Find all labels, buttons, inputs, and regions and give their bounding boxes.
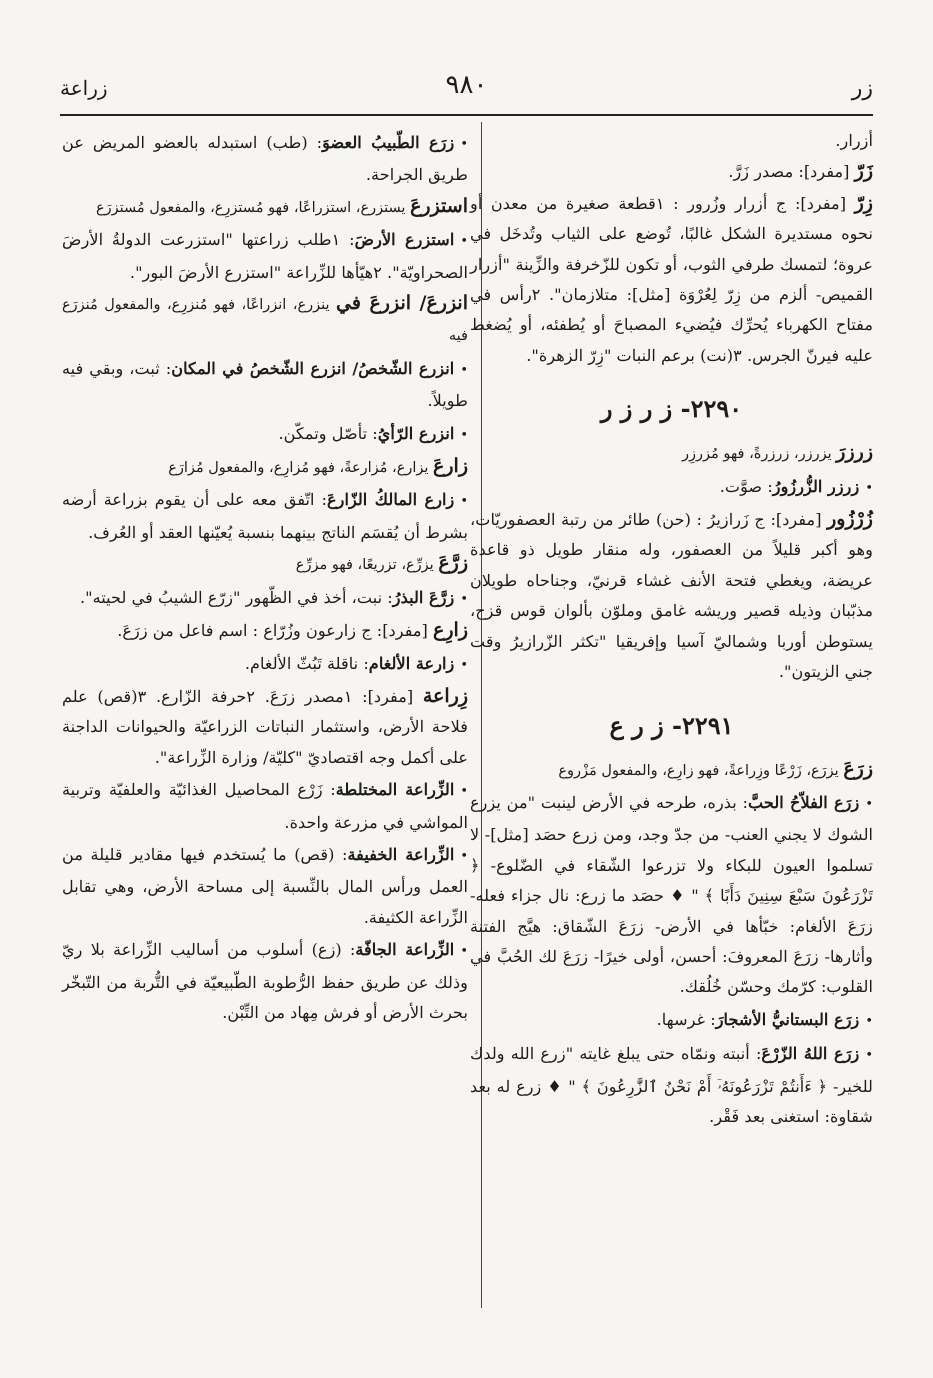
sense-item <box>470 788 873 1003</box>
entry-headword: زرَّعَ <box>438 552 468 575</box>
header-guide-word-right: زر <box>851 76 873 101</box>
page-number: ٩٨٠ <box>445 70 488 100</box>
page-header <box>60 66 873 112</box>
bullet-icon: • <box>460 427 468 443</box>
sense-item <box>470 1039 873 1132</box>
bullet-icon: • <box>865 1013 873 1029</box>
sense-term: زرَّعَ البذرُ <box>392 587 455 607</box>
sense-definition: : غرسها. <box>656 1009 716 1029</box>
dictionary-entry <box>62 191 468 223</box>
sense-term: انزرع الشّخصُ/ انزرع الشّخصُ في المكان <box>171 358 455 378</box>
entry-headword: زارعَ <box>433 455 468 478</box>
bullet-icon: • <box>865 796 873 812</box>
bullet-icon: • <box>460 234 468 250</box>
bullet-icon: • <box>865 480 873 496</box>
entry-definition: [مفرد]: ج زارعون وزُرّاع : اسم فاعل من زرَعَ. <box>117 621 434 641</box>
entry-definition: [مفرد]: ١مصدر زرَعَ. ٢حرفة الزّارع. ٣(قص) علم فلاحة الأرض، واستثمار النباتات الزراعيّة والحيوانات الداجنة على أكمل وجه اقتصاديّ "كليّة/ وزارة الزِّراعة". <box>62 686 468 767</box>
root-heading: ٢٢٩٠- ز ر ز ر <box>600 394 743 424</box>
sense-definition: : اتّفق معه على أن يقوم بزراعة أرضه بشرط أن يُقسَم الناتج بينهما بنسبة يُعيّنها العقد أو العُرف. <box>62 490 468 542</box>
entry-headword: زُرْزُور <box>827 508 873 531</box>
entry-definition: [مفرد]: ج زَرازيرُ : (حن) طائر من رتبة العصفوريّات، وهو أكبر قليلاً من العصفور، وله منقار طويل ذو قاعدة عريضة، ويغطي فتحة الأنف غشاء قرنيّ، وجناحاه طويلان مذبّبان وذيله قصير وريشه غامق وملوّن بألوان قوس قزح، يستوطن أوربا وشماليّ آسيا وإفريقيا "تكثر الزّرازيرُ وقت جني الزيتون". <box>470 510 873 682</box>
dictionary-entry <box>62 681 468 773</box>
bullet-icon: • <box>460 137 468 152</box>
entry-headword: انزرعَ/ انزرعَ في <box>336 292 469 315</box>
header-rule <box>60 114 873 116</box>
sense-term: زارعة الألغام <box>368 653 455 673</box>
sense-definition: : زَرْع المحاصيل الغذائيّة والعلفيّة وتربية المواشي في مزرعة واحدة. <box>62 780 468 832</box>
dictionary-entry <box>470 156 873 187</box>
entry-headword: زرزرَ <box>836 441 873 464</box>
sense-item <box>62 419 468 451</box>
sense-item <box>62 649 468 681</box>
header-guide-word-left: زراعة <box>60 76 108 100</box>
entry-headword: زرَعَ <box>843 757 873 780</box>
bullet-icon: • <box>460 784 468 800</box>
sense-definition: : (طب) استبدله بالعضو المريض عن طريق الجراحة. <box>62 133 468 185</box>
sense-term: زرَع اللهُ الزّرْعَ <box>761 1044 860 1064</box>
entry-text: أزرار. <box>835 131 873 150</box>
dictionary-entry <box>470 437 873 469</box>
entry-conjugation: يستزرع، استزراعًا، فهو مُستزرِع، والمفعول مُستزرَع <box>95 199 411 216</box>
root-heading: ٢٢٩١- ز ر ع <box>609 710 734 740</box>
entry-conjugation: يزرزر، زرزرةً، فهو مُزرزِر <box>681 446 837 463</box>
sense-item <box>470 472 873 504</box>
sense-definition: : تأصّل وتمكّن. <box>278 423 378 443</box>
entry-conjugation: يزارع، مُزارعةً، فهو مُزارِع، والمفعول مُزارَع <box>168 460 434 477</box>
entry-conjugation: ينزرع، انزراعًا، فهو مُنزرِع، والمفعول مُنزرَع فيه <box>62 297 468 345</box>
sense-term: زارع المالكُ الزّارعَ <box>326 490 455 510</box>
sense-definition: : ١طلب زراعتها "استزرعت الدولةُ الأرضَ الصحراويّة". ٢هيّأها للزِّراعة "استزرع الأرضَ البور". <box>62 230 468 282</box>
sense-term: زرَع البستانيُّ الأشجارَ <box>715 1009 860 1029</box>
sense-item <box>62 840 468 933</box>
bullet-icon: • <box>460 657 468 673</box>
sense-item <box>62 583 468 615</box>
dictionary-entry <box>62 615 468 646</box>
entry-conjugation: يزرَع، زَرْعًا وزِراعةً، فهو زارِع، والمفعول مَزْروع <box>558 762 844 779</box>
sense-term: انزرع الرّأيُ <box>377 423 455 443</box>
sense-item <box>62 775 468 838</box>
sense-definition: : (قص) ما يُستخدم فيها مقادير قليلة من العمل ورأس المال بالنِّسبة إلى مساحة الأرض، وهي تقابل الزِّراعة الكثيفة. <box>62 844 468 927</box>
sense-term: الزِّراعة الجافّة <box>355 940 455 960</box>
sense-term: زرزر الزُّرزُورُ <box>772 476 860 496</box>
sense-item <box>62 935 468 1028</box>
sense-term: الزِّراعة الخفيفة <box>347 844 455 864</box>
sense-item <box>62 354 468 417</box>
dictionary-entry <box>62 548 468 580</box>
dictionary-entry <box>62 288 468 352</box>
sense-item <box>62 128 468 191</box>
entry-conjugation: يزرِّع، تزريعًا، فهو مزرِّع <box>295 557 439 574</box>
sense-definition: : (زع) أسلوب من أساليب الزِّراعة بلا ريّ وذلك عن طريق حفظ الرُّطوبة الطّبيعيّة في التُّربة من التّبخّر بحرث الأرض أو فرش مِهاد من التِّبْن. <box>62 940 468 1022</box>
sense-definition: : بذره، طرحه في الأرض لينبت "من يزرع الشوك لا يجني العنب- من جدّ وجد، ومن زرع حصَد [مثل]- لا تسلموا العيون للبكاء ولا تزرعوا الشّقاء في الضّلوع- ﴿ تَزْرَعُونَ سَبْعَ سِنِينَ دَأَبًا ﴾ " ♦ حصَد ما زرع: نال جزاء فعله- زرَعَ الألغام: خبّأها في الأرض- زرَعَ الشّقاق: هيَّج الفتنة وأثارها- زرَعَ المعروفَ: أحسن، أولى خيرًا- زرَعَ لك الحُبَّ في القلوب: كرّمك وحسّن خُلُقك. <box>470 792 873 997</box>
right-column <box>470 126 873 1132</box>
bullet-icon: • <box>460 848 469 864</box>
entry-definition: [مفرد]: مصدر زَرَّ. <box>728 162 855 182</box>
sense-term: الزِّراعة المختلطة <box>335 780 455 800</box>
entry-headword: زارِع <box>433 619 468 642</box>
dictionary-entry <box>470 188 873 371</box>
bullet-icon: • <box>865 1048 874 1064</box>
sense-item <box>62 485 468 548</box>
sense-term: زرَع الطّبيبُ العضوَ <box>322 133 455 152</box>
sense-definition: : صوَّت. <box>719 476 773 496</box>
sense-item <box>62 225 468 288</box>
entry-headword: زِراعة <box>422 684 468 707</box>
sense-definition: : ثبت، وبقي فيه طويلاً. <box>62 358 468 411</box>
entry-headword: استزرعَ <box>410 194 468 217</box>
bullet-icon: • <box>460 362 468 378</box>
entry-headword: زِرّ <box>854 191 873 214</box>
dictionary-entry <box>470 754 873 786</box>
bullet-icon: • <box>460 494 468 510</box>
bullet-icon: • <box>460 944 468 960</box>
dictionary-entry <box>470 504 873 687</box>
entry-definition: [مفرد]: ج أزرار وزُرور : ١قطعة صغيرة من معدن أو نحوه مستديرة الشكل غالبًا، تُوضع على الثياب وتُدخَل في عروة؛ لتمسك طرفي الثوب، أو تكون للزّخرفة والزِّينة "أزرار القميص- ألزم من زِرّ لِعُرْوَة [مثل]: متلازمان". ٢رأس في مفتاح الكهرباء يُحرِّك فيُضيء المصباحَ أو يُطفئه، أو يُضغط عليه فيرنّ الجرس. ٣(نت) برعم النبات "زِرّ الزهرة". <box>470 193 873 365</box>
dictionary-entry <box>62 451 468 483</box>
sense-definition: : أنبته ونمّاه حتى يبلغ غايته "زرع الله ولدك للخير- ﴿ ءَأَنتُمْ تَزْرَعُونَهُۥٓ أَمْ نَحْنُ ٱلزَّٰرِعُونَ ﴾ " ♦ زرع له بعد شقاوة: استغنى بعد فَقْر. <box>470 1044 873 1126</box>
sense-term: زرَع الفلاّحُ الحبَّ <box>748 792 860 812</box>
sense-item <box>470 1005 873 1037</box>
sense-term: استزرع الأرضَ <box>354 230 455 250</box>
entry-headword: زَرّ <box>854 160 873 183</box>
bullet-icon: • <box>460 591 468 607</box>
sense-definition: : نبت، أخذ في الظّهور "زرّع الشيبُ في لحيته". <box>80 587 393 607</box>
sense-definition: : ناقلة تَبُثّ الألغام. <box>244 653 369 673</box>
left-column <box>62 126 468 1028</box>
